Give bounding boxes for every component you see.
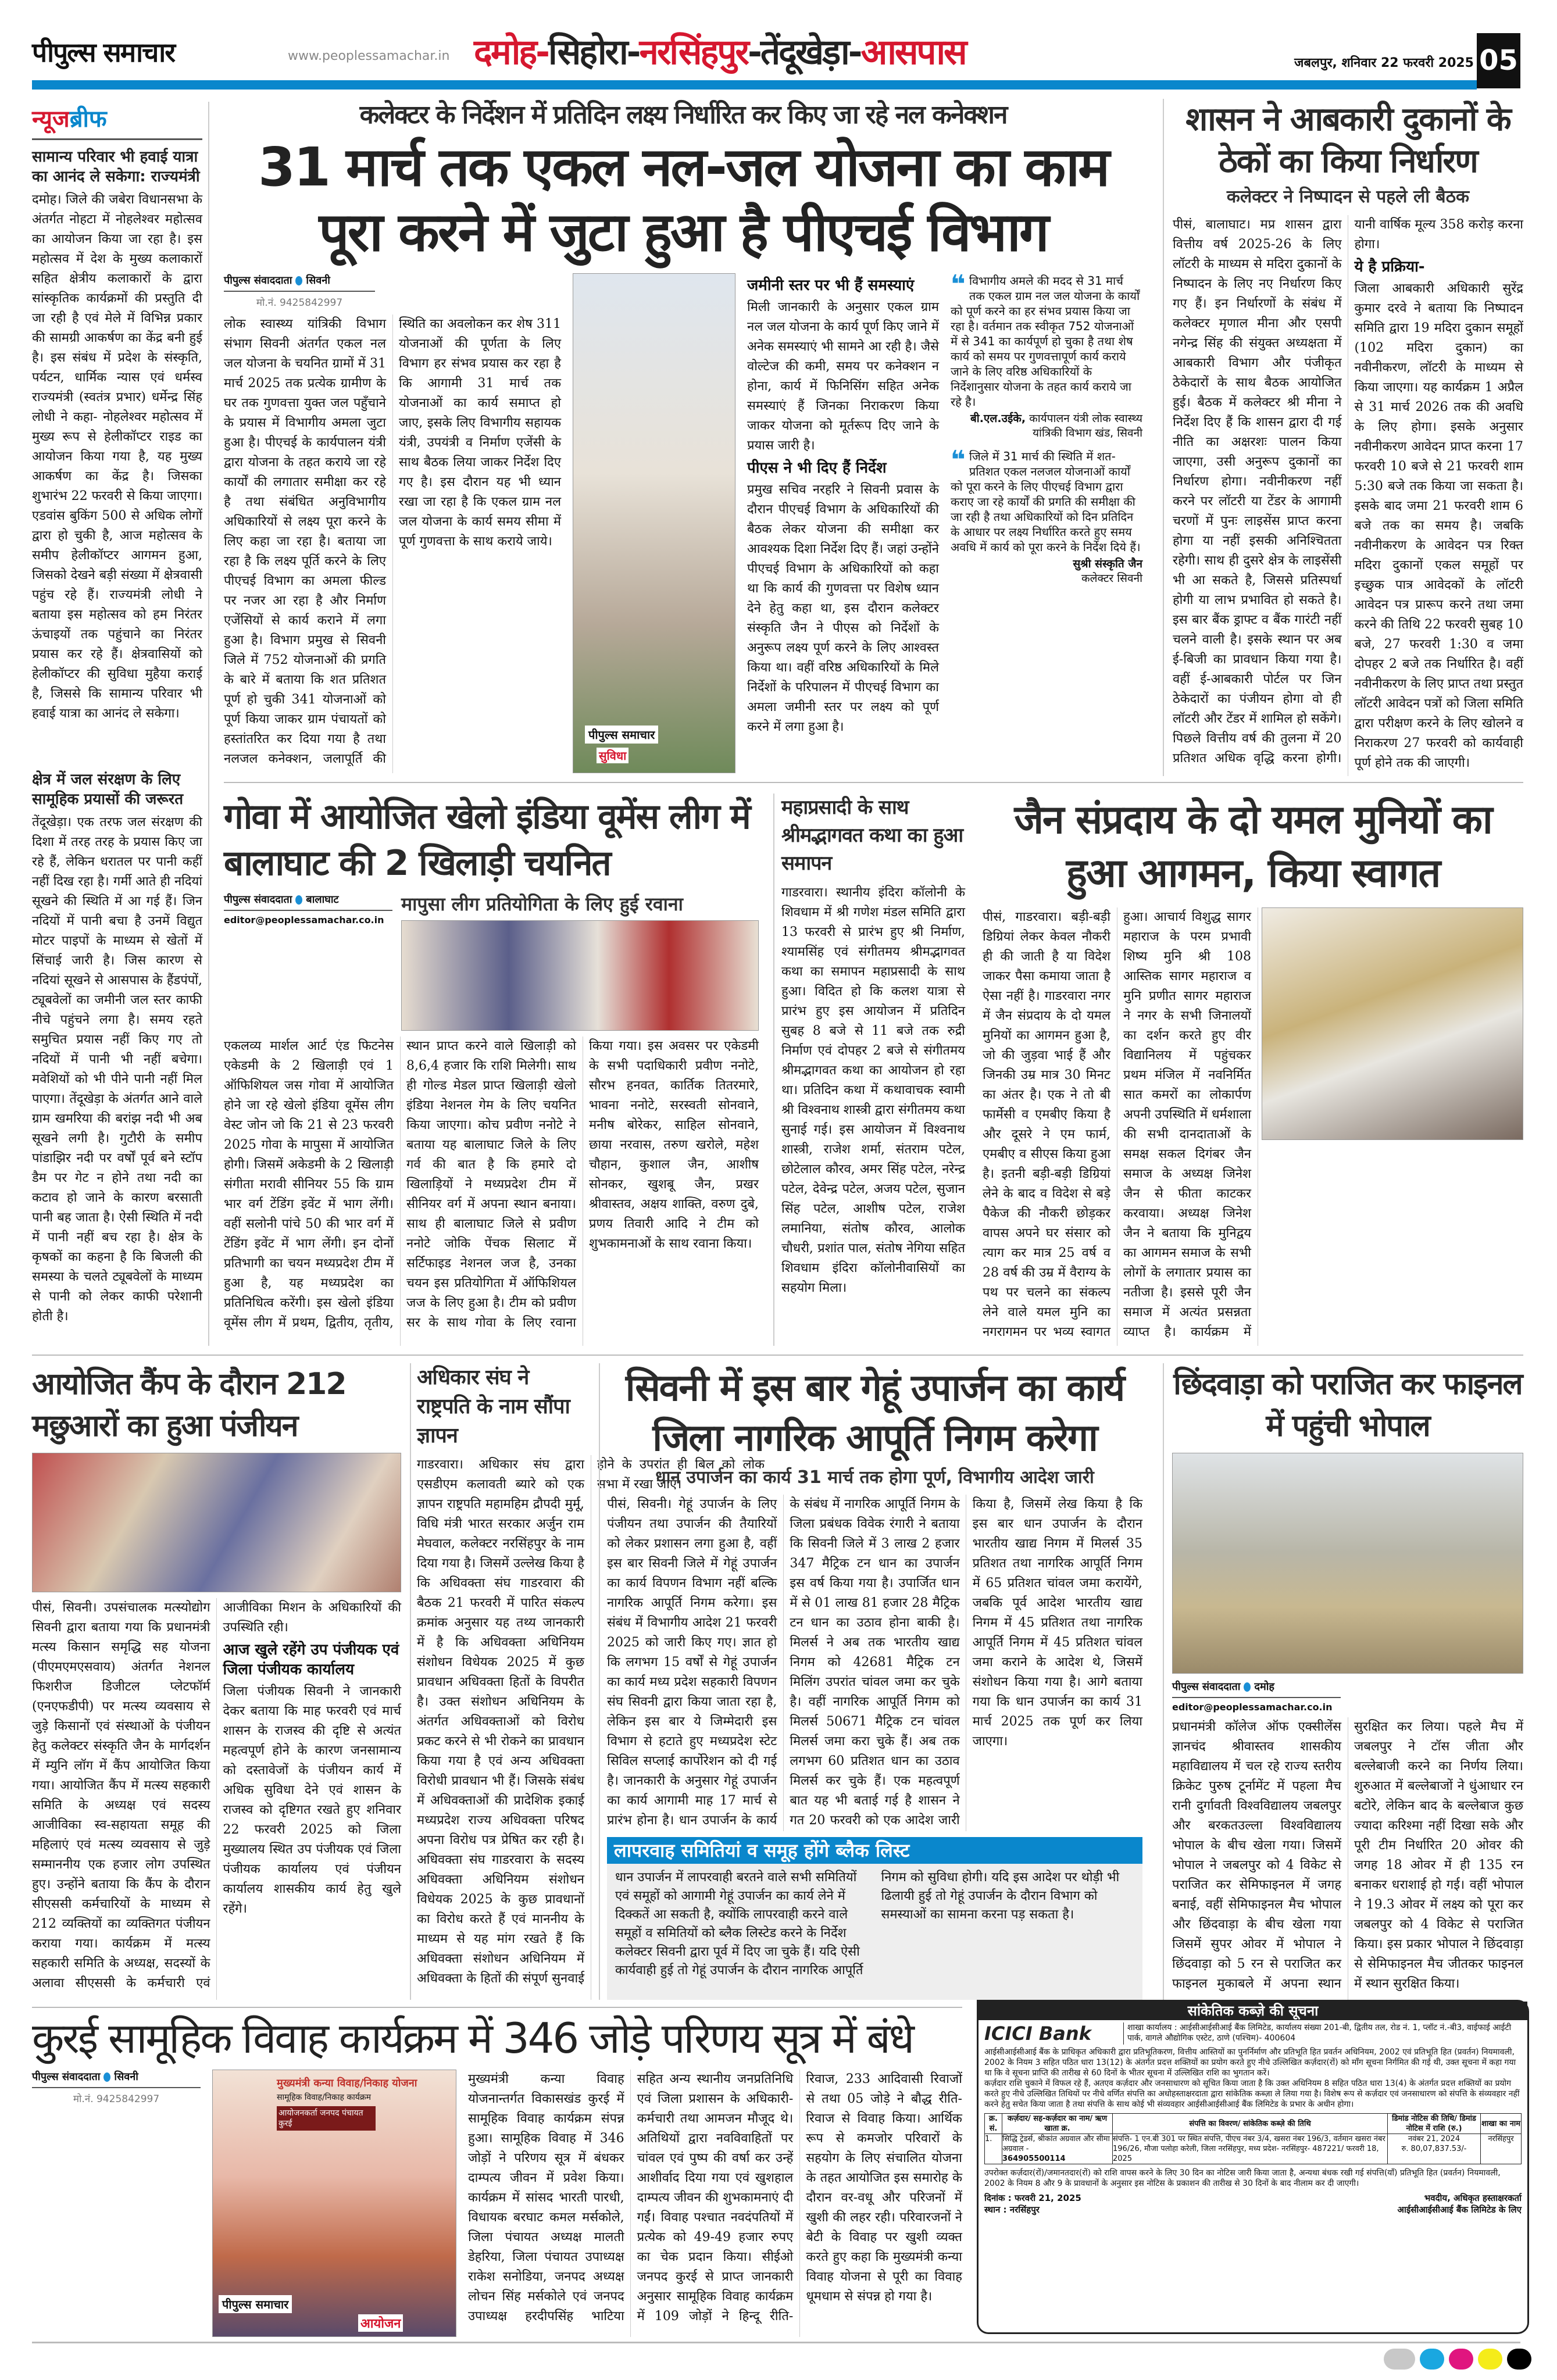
section-part: आसपास [860,32,966,73]
mobile-number: मो.नं. 9425842997 [256,297,343,309]
cricket-byline [1172,1679,1341,1713]
quote-icon: ❝ [951,270,966,299]
registration-color-dot [1507,2349,1531,2370]
jain-munis-photo [1262,907,1523,1140]
excise-text-2: जिला आबकारी अधिकारी सुरेंद्र कुमार दरवे ने बताया कि निष्पादन समिति द्वारा 19 मदिरा दुकान समूहों (102 मदिरा दुकान) का नवीनीकरण, लॉटरी के माध्यम से किया जाएगा। यह कार्यक्रम 1 अप्रैल से 31 मार्च 2026 तक की अवधि के लिए होगा। इसके अनुसार नवीनीकरण आवेदन प्राप्त करना 17 फरवरी 10 बजे से 21 फरवरी शाम 5:30 बजे तक किया जा सकता है। इसके बाद जमा 21 फरवरी शाम 6 बजे तक का समय है। जबकि नवीनीकरण के आवेदन पत्र रिक्त मदिरा दुकानों एकल समूहों पर इच्छुक पात्र आवेदकों के लॉटरी आवेदन पत्र प्रारूप करने तथा जमा करने की तिथि 22 फरवरी सुबह 10 बजे, 27 फरवरी 1:30 व जमा दोपहर 2 बजे तक निर्धारित है। वहीं नवीनीकरण के लिए प्राप्त तथा प्रस्तुत लॉटरी आवेदन पत्रों को जिला समिति द्वारा परीक्षण करने के लिए खोलने व निराकरण 27 फरवरी को कार्यवाही पूर्ण होने तक की जाएगी। [1354,281,1523,770]
cricket-match-photo [1172,1453,1523,1674]
byline-place: सिवनी [306,274,330,287]
registration-color-dot [1384,2349,1415,2370]
icici-bank-logo: ICICI Bank [984,2022,1124,2045]
quote-attribution [951,557,1142,586]
brief-text: दमोह। जिले की जबेरा विधानसभा के अंतर्गत नोहटा में नोहलेश्वर महोत्सव का आयोजन किया जा रहा है। इस महोत्सव में देश के मुख्य कलाकारों सहित क्षेत्रीय कलाकारों के द्वारा सांस्कृतिक कार्यक्रमों की प्रस्तुति दी जा रही है एवं मेले में विभिन्न प्रकार की सामग्री आकर्षण का केंद्र बनी हुई है। इस संबंध में प्रदेश के संस्कृति, पर्यटन, धार्मिक न्यास एवं धर्मस्व राज्यमंत्री (स्वतंत्र प्रभार) धर्मेन्द्र सिंह लोधी ने कहा- नोहलेश्वर महोत्सव में मुख्य रूप से हेलीकॉप्टर राइड का आयोजन किया गया है, यह मुख्य आकर्षण का केंद्र है। जिसका शुभारंभ 22 फरवरी से किया जाएगा। एडवांस बुकिंग 500 से अधिक लोगों द्वारा हो चुकी है, आज महोत्सव के समीप हेलीकॉप्टर आगमन हुआ, जिसको देखने बड़ी संख्या में क्षेत्रवासी पहुंच रहे हैं। राज्यमंत्री लोधी ने बताया इस महोत्सव को हम निरंतर ऊंचाइयों तक पहुंचाने का निरंतर प्रयास कर रहे हैं। क्षेत्रवासियों को हेलीकॉप्टर की सुविधा मुहैया कराई है, जिससे कि सामान्य परिवार भी हवाई यात्रा का आनंद ले सकेगा। [32,192,202,721]
photo-credit: पीपुल्स समाचार [585,726,658,744]
divider [32,1355,1523,1356]
wedding-headline: कुरई सामूहिक विवाह कार्यक्रम में 346 जोड़े परिणय सूत्र में बंधे [32,2014,913,2063]
byline-name: पीपुल्स संवाददाता [1172,1681,1241,1693]
byline [32,2070,201,2088]
goa-headline: गोवा में आयोजित खेलो इंडिया वूमेंस लीग में बालाघाट की 2 खिलाड़ी चयनित [224,796,750,884]
adhikar-text: गाडरवारा। अधिकार संघ द्वारा एसडीएम कलावती ब्यारे को एक ज्ञापन राष्ट्रपति महामहिम द्रौपदी मुर्मू, विधि मंत्री भारत सरकार अर्जुन राम मेघवाल, कलेक्टर नरसिंहपुर के नाम दिया गया है। जिसमें उल्लेख किया है कि अधिवक्ता संघ गाडरवारा की बैठक 21 फरवरी में पारित संकल्प क्रमांक अनुसार यह तथ्य जानकारी में है कि अधिवक्ता अधिनियम संशोधन विधेयक 2025 में कुछ प्रावधान अधिवक्ता हितों के विपरीत है। उक्त संशोधन अधिनियम के अंतर्गत अधिवक्ताओं को विरोध प्रकट करने से भी रोकने का प्रावधान किया गया है एवं अन्य अधिवक्ता विरोधी प्रावधान भी हैं। जिसके संबंध में अधिवक्ताओं की प्रादेशिक इकाई मध्यप्रदेश राज्य अधिवक्ता परिषद अपना विरोध पत्र प्रेषित कर रही है। अधिवक्ता संघ गाडरवारा के सदस्य अधिवक्ता अधिनियम संशोधन विधेयक 2025 के कुछ प्रावधानों का विरोध करते हैं एवं माननीय के माध्यम से यह मांग रखते हैं कि अधिवक्ता संशोधन अधिनियम में अधिवक्ता के हितों की संपूर्ण सुनवाई होने के उपरांत ही बिल को लोक सभा में रखा जाए। [417,1457,765,1986]
quote-text: जिले में 31 मार्च की स्थिति में शत-प्रतिशत एकल नलजल योजनाओं कार्यों को पूरा करने के लिए पीएचई विभाग द्वारा कराए जा रहे कार्यों की प्रगति की समीक्षा की जा रही है तथा अधिकारियों को दिन प्रतिदिन के आधार पर लक्ष्य निर्धारित करते हुए समय अवधि में कार्य को पूरा करने के निर्देश दिये हैं। [951,449,1141,554]
dot-icon [1244,1682,1251,1692]
goa-text: एकलव्य मार्शल आर्ट एंड फिटनेस एकेडमी के 2 खिलाड़ी एवं 1 ऑफिशियल जस गोवा में आयोजित होने जा रहे खेलो इंडिया वूमेंस लीग वेस्ट जोन जो कि 21 से 23 फरवरी 2025 गोवा के मापुसा में आयोजित होगी। जिसमें अकेडमी के 2 खिलाड़ी संगीता मरावी सीनियर 55 कि ग्राम भार वर्ग टेंडिंग इवेंट में भाग लेंगी। वहीं सलोनी पांचे 50 की भार वर्ग में टेंडिंग इवेंट में भाग लेंगी। इन दोनों प्रतिभागी का चयन मध्यप्रदेश टीम में हुआ है, यह मध्यप्रदेश का प्रतिनिधित्व करेंगी। इस खेलो इंडिया वूमेंस लीग में प्रथम, द्वितीय, तृतीय, स्थान प्राप्त करने वाले खिलाड़ी को 8,6,4 हजार कि राशि मिलेगी। साथ ही गोल्ड मेडल प्राप्त खिलाड़ी खेलो इंडिया नेशनल गेम के लिए चयनित किया जाएगा। कोच प्रवीण ननोटे ने बताया यह बालाघाट जिले के लिए गर्व की बात है कि हमारे दो खिलाड़ियों ने मध्यप्रदेश टीम में सीनियर वर्ग में अपना स्थान बनाया। साथ ही बालाघाट जिले से प्रवीण ननोटे जोकि पेंचक सिलाट में सर्टिफाइड नेशनल जज है, उनका चयन इस प्रतियोगिता में ऑफिशियल जज के लिए हुआ है। टीम को प्रवीण सर के साथ गोवा के लिए रवाना किया गया। इस अवसर पर एकेडमी के सभी पदाधिकारी प्रवीण ननोटे, सौरभ हनवत, कार्तिक तितरमारे, भावना ननोटे, सरस्वती सोनवाने, मनीष बोरेकर, साहिल सोनवाने, छाया नरवास, तरुण खरोले, महेश चौहान, कुशाल जैन, आशीष सोनकर, खुशबू जैन, प्रखर श्रीवास्तव, अक्षय शाक्ति, वरुण दुबे, प्रणय तिवारी आदि ने टीम को शुभकामनाओं के साथ रवाना किया। [224,1039,759,1330]
wheat-headline: सिवनी में इस बार गेहूं उपार्जन का कार्य जिला नागरिक आपूर्ति निगम करेगा [625,1367,1124,1460]
lead-headline: 31 मार्च तक एकल नल-जल योजना का काम पूरा करने में जुटा हुआ है पीएचई विभाग [258,136,1109,263]
fisher-text-1: पीसं, सिवनी। उपसंचालक मत्स्योद्योग सिवनी द्वारा बताया गया कि प्रधानमंत्री मत्स्य किसान समृद्धि सह योजना (पीएमएमएसवाय) अंतर्गत नेशनल फिशरीज डिजीटल प्लेटफॉर्म (एनएफडीपी) पर मत्स्य व्यवसाय से जुड़े किसानों एवं संस्थाओं के पंजीयन हेतु कलेक्टर संस्कृति जैन के मार्गदर्शन में म्युनि लॉग में कैंप आयोजित किया गया। आयोजित कैंप में मत्स्य सहकारी समिति के अध्यक्ष एवं सदस्य आजीविका स्व-सहायता समूह की महिलाएं एवं मत्स्य व्यवसाय से जुड़े सम्माननीय एक हजार लोग उपस्थित हुए। उन्होंने बताया कि कैंप के दौरान सीएससी कर्मचारियों के माध्यम से 212 व्यक्तियों का व्यक्तिगत पंजीयन कराया गया। कार्यक्रम में मत्स्य सहकारी समिति के अध्यक्ष, सदस्यों के अलावा सीएससी के कर्मचारी एवं आजीविका मिशन के अधिकारियों की उपस्थिति रही। [32,1600,401,1991]
dateline: जबलपुर, शनिवार 22 फरवरी 2025 [1294,56,1474,70]
section-part: दमोह- [474,32,549,73]
print-color-marks [1384,2349,1531,2370]
dot-icon [295,276,302,285]
byline [224,892,392,911]
column-header: कर्ज़दार/ सह-कर्ज़दार का नाम/ ऋण खाता क्र. [1002,2114,1113,2134]
wheat-story [599,1363,1142,2000]
bhagwat-headline: महाप्रसादी के साथ श्रीमद्भागवत कथा का हुआ समापन [781,796,963,875]
photo-org-text: आयोजनकर्ता जनपद पंचायत कुरई [277,2106,376,2131]
mobile-number: मो.नं. 9425842997 [73,2093,160,2105]
quote-role: कलेक्टर सिवनी [1081,572,1142,585]
brief-text: तेंदूखेड़ा। एक तरफ जल संरक्षण की दिशा में तरह तरह के प्रयास किए जा रहे हैं, लेकिन धरातल पर पानी कहीं नहीं दिख रहा है। गर्मी आते ही नदियां सूखने की स्थिति में आ गई हैं। जिन नदियों में पानी बचा है उनमें विद्युत मोटर पाइपों के माध्यम से खेतों में सिंचाई जारी है। जिस कारण से नदियां सूखने से आसपास के हैंडपंपों, ट्यूबवेलों का जमीनी जल स्तर काफी नीचे पहुंचने लगा है। समय रहते समुचित प्रयास नहीं किए गए तो नदियों में पानी भी नहीं बचेगा। मवेशियों को भी पीने पानी नहीं मिल पाएगा। तेंदूखेड़ा के अंतर्गत आने वाले ग्राम खमरिया की बरांझ नदी भी अब सूखने लगी है। गुटौरी के समीप पांडाझिर नदी पर वर्षों पूर्व बने स्टॉप डैम पर गेट न होने तथा नदी का कटाव हो जाने के कारण बरसाती पानी बह जाता है। ऐसी स्थिति में नदी में पानी नहीं बच रहा है। क्षेत्र के कृषकों का कहना है कि बिजली की समस्या के चलते ट्यूबवेलों के माध्यम से पानी को लेकर काफी परेशानी होती है। [32,815,202,1324]
brief-item [32,138,202,766]
excise-text-1: पीसं, बालाघाट। मप्र शासन द्वारा वित्तीय वर्ष 2025-26 के लिए लॉटरी के माध्यम से मदिरा दुकानों के निष्पादन के लिए नए निर्धारण किए गए हैं। इन निर्धारणों के संबंध में कलेक्टर मृणाल मीना और एसपी नगेन्द्र सिंह की संयुक्त अध्यक्षता में आबकारी विभाग और पंजीकृत ठेकेदारों के साथ बैठक आयोजित हुई। बैठक में कलेक्टर श्री मीना ने निर्देश दिए हैं कि शासन द्वारा दी गई नीति का अक्षरशः पालन किया जाएगा, उसी अनुरूप दुकानों का निर्धारण होगा। नवीनीकरण नहीं करने पर लॉटरी या टेंडर के आगामी चरणों में पुनः लाइसेंस प्राप्त करना होगा या नहीं इसकी अनिश्चितता रहेगी। साथ ही दुसरे क्षेत्र के लाइसेंसी भी आ सकते है, जिससे प्रतिस्पर्धा होगी या लाभ प्रभावित हो सकते है। इस बार बैंक ड्राफ्ट व बैंक गारंटी नहीं चलने वाली है। इसके स्थान पर अब ई-बिजी का प्रावधान किया गया है। वहीं ई-आबकारी पोर्टल पर जिन ठेकेदारों का पंजीयन होगा वो ही लॉटरी और टेंडर में शामिल हो सकेंगे। पिछले वित्तीय वर्ष की तुलना में 20 प्रतिशत अधिक वृद्धि करना होगी। यानी वार्षिक मूल्य 358 करोड़ करना होगा। [1173,217,1523,766]
jain-headline: जैन संप्रदाय के दो यमल मुनियों का हुआ आगमन, किया स्वागत [1014,797,1492,896]
icici-notice [977,2000,1529,2334]
photo-sub-text: सामूहिक विवाह/निकाह कार्यक्रम [277,2093,371,2102]
notice-para: कर्ज़दार राशि चुकाने में विफल रहे हैं, अतएव कर्ज़दार और जनसाधारण को सूचित किया जाता है कि उक्त अधिनियम 8 सहित पठित धारा 13(4) के अंतर्गत प्रदत्त शक्तियों का प्रयोग करते हुए नीचे उल्लिखित तिथियों पर नीचे वर्णित संपत्ति का अधोहस्ताक्षरदाता द्वारा सांकेतिक कब्ज़ा ले लिया गया है। विशेष रूप से कर्ज़दार एवं जनसाधारण को संपत्ति के संव्यवहार नहीं करने हेतु सचेत किया जाता है तथा संपत्ति के साथ कोई भी संव्यवहार आईसीआईसीआई बैंक लिमिटेड के प्रभार के अधीन होगा। [984,2079,1520,2109]
lead-story [224,99,1142,773]
fisher-text-2: जिला पंजीयक सिवनी ने जानकारी देकर बताया कि माह फरवरी एवं मार्च शासन के राजस्व की दृष्टि से अत्यंत महत्वपूर्ण होने के कारण जनसामान्य को दस्तावेजों के पंजीयन कार्य में अधिक सुविधा देने एवं शासन के राजस्व को दृष्टिगत रखते हुए शनिवार 22 फरवरी 2025 को जिला मुख्यालय स्थित उप पंजीयक एवं जिला पंजीयक कार्यालय एवं पंजीयन कार्यालय शासकीय कार्य हेतु खुले रहेंगे। [223,1684,401,1916]
divider [32,2007,962,2008]
label-brief: ब्रीफ [69,106,107,133]
quote-text: विभागीय अमले की मदद से 31 मार्च तक एकल ग्राम नल जल योजना के कार्यों को पूर्ण करने का हर संभव प्रयास किया जा रहा है। वर्तमान तक स्वीकृत 752 योजनाओं में से 341 का कार्यपूर्ण हो चुका है तथा शेष कार्य को समय पर गुणवत्तापूर्ण कार्य कराये जाने के लिए वरिष्ठ अधिकारियों के निर्देशानुसार योजना के तहत कार्य कराये जा रहे है। [951,274,1140,409]
cell-property: संपत्ति- 1 एन.बी 301 पर स्थित संपत्ति, पीएच नंबर 3/4, खसरा नंबर 196/3, वर्तमान खसरा नंबर 196/26, मौजा पलोहा करेली, जिला नरसिंहपुर, मध्य प्रदेश- नरसिंहपुर- 487221/ फरवरी 18, 2025 [1113,2134,1388,2164]
goa-story [224,794,759,1346]
section-title [474,27,966,74]
players-photo [401,920,759,1031]
excise-subhead-2: ये है प्रक्रिया- [1354,258,1425,276]
wedding-body-row [32,2070,962,2337]
fisher-story [32,1363,401,2000]
notice-header [979,2020,1527,2047]
bhagwat-text: गाडरवारा। स्थानीय इंदिरा कॉलोनी के शिवधाम में श्री गणेश मंडल समिति द्वारा 13 फरवरी से प्रारंभ हुए श्री निर्माण, श्यामसिंह एवं संगीतमय श्रीमद्भागवत कथा का समापन महाप्रसादी के साथ हुआ। विदित हो कि कलश यात्रा से प्रारंभ हुए इस आयोजन में प्रतिदिन सुबह 8 बजे से 11 बजे तक रुद्री निर्माण एवं दोपहर 2 बजे से संगीतमय श्रीमद्भागवत कथा का आयोजन हो रहा था। प्रतिदिन कथा में कथावाचक स्वामी श्री विश्वनाथ शास्त्री द्वारा संगीतमय कथा सुनाई गई। इस आयोजन में विश्वनाथ शास्त्री, राजेश शर्मा, संतराम पटेल, छोटेलाल कौरव, अमर सिंह पटेल, नरेन्द्र पटेल, देवेन्द्र पटेल, अजय पटेल, सुजान सिंह पटेल, आशीष पटेल, राजेश लमानिया, संतोष कौरव, आलोक चौधरी, प्रशांत पाल, संतोष नेगिया सहित शिवधाम इंदिरा कॉलोनीवासियों का सहयोग मिला। [781,885,965,1295]
signatory-org: आईसीआईसीआई बैंक लिमिटेड के लिए [1397,2204,1522,2215]
quote-attribution [951,412,1142,441]
quote-column [951,270,1142,773]
lead-kicker: कलेक्टर के निर्देशन में प्रतिदिन लक्ष्य निर्धारित कर किए जा रहे नल कनेक्शन [359,100,1007,130]
page-number: 05 [1477,33,1520,88]
news-brief-label [32,102,202,134]
water-tank-photo [573,273,735,773]
registration-color-dot [1478,2349,1502,2370]
lead-subhead: जमीनी स्तर पर भी हैं समस्याएं [747,277,915,294]
byline-place: सिवनी [114,2071,138,2083]
cell-borrower [1002,2134,1113,2164]
bottom-rule [32,2342,1520,2343]
byline-name: पीपुल्स संवाददाता [224,274,292,287]
lead-text-3: प्रमुख सचिव नरहरि ने सिवनी प्रवास के दौरान पीएचई विभाग के अधिकारियों की बैठक लेकर योजना की समीक्षा कर आवश्यक दिशा निर्देश दिए हैं। जहां उन्होंने पीएचई विभाग के अधिकारियों को कहा था कि कार्य की गुणवत्ता पर विशेष ध्यान देने हेतु कहा था, इस दौरान कलेक्टर संस्कृति जैन ने पीएस को निर्देशों के अनुरूप लक्ष्य पूर्ण करने के लिए आश्वस्त किया था। वहीं वरिष्ठ अधिकारियों के मिले निर्देशों के परिपालन में पीएचई विभाग का अमला जमीनी स्तर पर लक्ष्य को पूर्ण करने में लगा हुआ है। [747,483,939,734]
dot-icon [295,895,302,905]
registration-color-dot [1449,2349,1473,2370]
notice-date-line: दिनांक : फरवरी 21, 2025 [984,2193,1081,2203]
mass-wedding-photo [212,2070,456,2337]
registration-color-dot [1420,2349,1444,2370]
brief-headline: सामान्य परिवार भी हवाई यात्रा का आनंद ले सकेगा: राज्यमंत्री [32,148,200,185]
goa-subhead: मापुसा लीग प्रतियोगिता के लिए हुई रवाना [401,893,683,915]
bhagwat-story [773,794,965,1346]
section-part: -तेंदूखेड़ा- [747,32,861,73]
masthead [32,23,1474,78]
fishermen-camp-photo [32,1453,401,1592]
notice-table [984,2113,1522,2164]
cell-branch: नरसिंहपुर [1481,2134,1522,2164]
lead-text: लोक स्वास्थ्य यांत्रिकी विभाग संभाग सिवनी अंतर्गत एकल नल जल योजना के चयनित ग्रामों में 31 मार्च 2025 तक प्रत्येक ग्रामीण के घर तक गुणवत्ता युक्त जल पहुँचाने के प्रयास में विभागीय अमला जुटा हुआ है। पीएचई के कार्यपालन यंत्री द्वारा योजना के तहत कराये जा रहे कार्यों की लगातार समीक्षा कर रहे है तथा संबंधित अनुविभागीय अधिकारियों से लक्ष्य पूरा करने के लिए कहा जा रहा है। बताया जा रहा है कि लक्ष्य पूर्ति करने के लिए पीएचई विभाग का अमला फील्ड पर नजर आ रहा है और निर्माण एजेंसियों से कार्य कराने में लगा हुआ है। विभाग प्रमुख से सिवनी जिले में 752 योजनाओं की प्रगति के बारे में बताया कि शत प्रतिशत पूर्ण हो चुकी 341 योजनाओं को पूर्ण किया जाकर ग्राम पंचायतों को हस्तांतरित कर दिया गया है तथा नलजल कनेक्शन, जलापूर्ति की स्थिति का अवलोकन कर शेष 311 योजनाओं की पूर्णता के लिए विभाग हर संभव प्रयास कर रहा है कि आगामी 31 मार्च तक योजनाओं का कार्य समाप्त हो जाए, इसके लिए विभागीय सहायक यंत्री, उपयंत्री व निर्माण एजेंसी के साथ बैठक लिया जाकर निर्देश दिए गए है। इस दौरान यह भी ध्यान रखा जा रहा है कि एकल ग्राम नल जल योजना के कार्य समय सीमा में पूर्ण गुणवत्ता के साथ कराये जाये। [224,317,561,766]
quote-name: बी.एल.उईके, [970,412,1026,425]
cricket-story [1163,1363,1523,2000]
jain-story [983,794,1523,1346]
excise-subhead: कलेक्टर ने निष्पादन से पहले ली बैठक [1226,187,1470,207]
branch-address: शाखा कार्यालय : आईसीआईसीआई बैंक लिमिटेड, कार्यालय संख्या 201-बी, द्वितीय तल, रोड नं. 1, प्लॉट नं.-बी3, वाईफाई आईटी पार्क, वागले औद्योगिक एस्टेट, ठाणे (पश्चिम)- 400604 [1127,2023,1512,2043]
byline-name: पीपुल्स संवाददाता [32,2071,101,2083]
account-number: 364905500114 [1002,2154,1066,2163]
blacklist-box [607,1837,1142,2000]
photo-tag: आयोजन [358,2314,403,2332]
section-part: सिहोरा- [548,32,640,73]
notice-amount: रु. 80,07,837.53/- [1401,2145,1467,2153]
quote-box [951,445,1142,555]
news-brief-column [32,102,209,1346]
lead-byline-block [224,273,561,773]
cricket-headline: छिंदवाड़ा को पराजित कर फाइनल में पहुंची भोपाल [1173,1367,1522,1443]
blacklist-box-title: लापरवाह समितियां व समूह होंगे ब्लैक लिस्ट [607,1837,1142,1864]
wedding-story [32,2013,962,2337]
byline-place: बालाघाट [306,894,339,906]
column-header: क्र. सं. [985,2114,1002,2134]
lead-body-row [224,270,1142,773]
signatory: भवदीय, अधिकृत हस्ताक्षरकर्ता [1424,2193,1522,2203]
excise-headline: शासन ने आबकारी दुकानों के ठेकों का किया निर्धारण [1185,101,1510,180]
jain-body-row [983,907,1523,1346]
quote-name: सुश्री संस्कृति जैन [1073,558,1142,570]
cricket-text: प्रधानमंत्री कॉलेज ऑफ एक्सीलेंस ज्ञानचंद श्रीवास्तव शासकीय महाविद्यालय में चल रहे राज्य स्तरीय क्रिकेट पुरुष टूर्नामेंट में पहला मैच रानी दुर्गावती विश्वविद्यालय जबलपुर और बरकतउल्ला विश्वविद्यालय भोपाल के बीच खेला गया। जिसमें भोपाल ने जबलपुर को 4 विकेट से पराजित कर सेमिफाइनल में जगह बनाई, वहीं सेमिफाइनल मैच भोपाल और छिंदवाड़ा के बीच खेला गया जिसमें सुपर ओवर में भोपाल ने छिंदवाड़ा को 5 रन से पराजित कर फाइनल मुकाबले में अपना स्थान सुरक्षित कर लिया। पहले मैच में जबलपुर ने टॉस जीता और बल्लेबाजी करने का निर्णय लिया। शुरुआत में बल्लेबाजों ने धुंआधार रन बटोरे, लेकिन बाद के बल्लेबाज कुछ ज्यादा करिश्मा नहीं दिखा सके और पूरी टीम निर्धारित 20 ओवर की जगह 18 ओवर में ही 135 रन बनाकर धराशाई हो गई। वहीं भोपाल ने 19.3 ओवर में लक्ष्य को पूरा कर जबलपुर को 4 विकेट से पराजित किया। इस प्रकार भोपाल ने छिंदवाड़ा से सेमिफाइनल मैच जीतकर फाइनल में स्थान सुरक्षित किया। [1172,1720,1523,1991]
column-header: संपत्ति का विवरण/ सांकेतिक कब्ज़े की तिथि [1113,2114,1388,2134]
blacklist-box-text: धान उपार्जन में लापरवाही बरतने वाले सभी समितियों एवं समूहों को आगामी गेहूं उपार्जन का कार्य लेने में दिक्कतें आ सकती है, क्योंकि लापरवाही करने वाले समूहों व समितियों को ब्लैक लिस्टेड करने के निर्देश कलेक्टर सिवनी द्वारा पूर्व में दिए जा चुके हैं। यदि ऐसी कार्यवाही हुई तो गेहूं उपार्जन के दौरान नागरिक आपूर्ति निगम को सुविधा होगी। यदि इस आदेश पर थोड़ी भी ढिलायी हुई तो गेहूं उपार्जन के दौरान विभाग को समस्याओं का सामना करना पड़ सकता है। [615,1870,1120,1978]
goa-top-row [224,892,759,1031]
byline [1172,1679,1341,1698]
lead-subhead-2: पीएस ने भी दिए हैं निर्देश [747,459,887,477]
photo-tag: सुविधा [597,748,628,763]
cell-notice [1388,2134,1481,2164]
borrower-name: सिद्धि ट्रेडर्स, श्रीकांत अग्रवाल और सीमा अग्रवाल - [1002,2135,1110,2153]
wedding-byline [32,2070,201,2337]
excise-story [1163,99,1523,776]
goa-photo-block [401,892,759,1031]
lead-text-col3 [747,273,939,773]
notice-para: उपरोक्त कर्ज़दार(रों)/जमानतदार(रों) को राशि वापस करने के लिए 30 दिन का नोटिस जारी किया जाता है, अन्यथा बंधक रखी गई संपत्ति(याँ) प्रतिभूति हित (प्रवर्तन) नियमावली, 2002 के नियम 8 और 9 के प्रावधानों के अनुसार इस नोटिस के प्रकाशन की तारीख से 30 दिनों के बाद नीलाम कर दी जाएगी। [984,2168,1501,2188]
fisher-text [32,1598,401,2000]
quote-role: कार्यपालन यंत्री लोक स्वास्थ्य यांत्रिकी विभाग खंड, सिवनी [1029,412,1142,439]
lead-col-3 [747,273,939,773]
header-rule [32,80,1477,90]
brief-headline: क्षेत्र में जल संरक्षण के लिए सामूहिक प्रयासों की जरूरत [32,771,184,808]
label-news: न्यूज [32,106,70,133]
adhikar-headline: अधिकार संघ ने राष्ट्रपति के नाम सौंपा ज्ञापन [417,1366,570,1448]
photo-credit: पीपुल्स समाचार [219,2295,292,2313]
section-part: नरसिंहपुर [639,32,748,73]
column-header: शाखा का नाम [1481,2114,1522,2134]
email-link[interactable]: editor@peoplessamachar.co.in [224,914,384,925]
table-row [985,2134,1522,2164]
photo-banner-text: मुख्यमंत्री कन्या विवाह/निकाह योजना [277,2077,417,2089]
email-link[interactable]: editor@peoplessamachar.co.in [1172,1702,1333,1713]
wheat-text: पीसं, सिवनी। गेहूं उपार्जन के लिए पंजीयन तथा उपार्जन की तैयारियों को लेकर प्रशासन लगा हुआ है, वहीं इस बार सिवनी जिले में गेहूं उपार्जन का कार्य विपणन विभाग नहीं बल्कि नागरिक आपूर्ति निगम करेगा। इस संबंध में विभागीय आदेश 21 फरवरी 2025 को जारी किए गए। ज्ञात हो कि लगभग 15 वर्षों से गेहूं उपार्जन का कार्य मध्य प्रदेश सहकारी विपणन संघ सिवनी द्वारा किया जाता रहा है, लेकिन इस बार ये जिम्मेदारी इस विभाग से हटाते हुए मध्यप्रदेश स्टेट सिविल सप्लाई कार्पोरेशन को दी गई है। जानकारी के अनुसार गेहूं उपार्जन का कार्य आगामी माह 17 मार्च से प्रारंभ होना है। धान उपार्जन के कार्य के संबंध में नागरिक आपूर्ति निगम के जिला प्रबंधक विवेक रंगारी ने बताया कि सिवनी जिले में 3 लाख 2 हजार 347 मैट्रिक टन धान का उपार्जन इस वर्ष किया गया है। उपार्जित धान में से 01 लाख 81 हजार 28 मैट्रिक टन धान का उठाव होना बाकी है। मिलर्स ने अब तक भारतीय खाद्य निगम को 42681 मैट्रिक टन मिलिंग उपरांत चांवल जमा कर चुके है। वहीं नागरिक आपूर्ति निगम को मिलर्स 50671 मैट्रिक टन चांवल मिलर्स जमा करा चुके हैं। अब तक लगभग 60 प्रतिशत धान का उठाव मिलर्स कर चुके हैं। एक महत्वपूर्ण बात यह भी बताई गई है शासन ने गत 20 फरवरी को एक आदेश जारी किया है, जिसमें लेख किया है कि इस बार धान उपार्जन के दौरान भारतीय खाद्य निगम में मिलर्स 35 प्रतिशत तथा नागरिक आपूर्ति निगम में 65 प्रतिशत चांवल जमा करायेंगे, जबकि पूर्व आदेश भारतीय खाद्य निगम में 45 प्रतिशत तथा नागरिक आपूर्ति निगम में 45 प्रतिशत चांवल जमा कराने के आदेश थे, जिसमें संशोधन किया गया है। आगे बताया गया कि धान उपार्जन का कार्य 31 मार्च 2025 तक पूर्ण कर लिया जाएगा। [607,1497,1142,1828]
dot-icon [103,2072,110,2082]
fisher-subhead: आज खुले रहेंगे उप पंजीयक एवं जिला पंजीयक कार्यालय [223,1641,399,1678]
column-header: डिमांड नोटिस की तिथि/ डिमांड नोटिस में राशि (रु.) [1388,2114,1481,2134]
brief-item [32,766,202,1346]
fisher-headline: आयोजित कैंप के दौरान 212 मछुआरों का हुआ पंजीयन [32,1367,346,1443]
byline-name: पीपुल्स संवाददाता [224,894,292,906]
newspaper-logo: पीपुल्स समाचार [32,37,175,68]
goa-byline [224,892,392,1031]
wheat-subhead: धान उपार्जन का कार्य 31 मार्च तक होगा पूर्ण, विभागीय आदेश जारी [655,1467,1094,1488]
website-url[interactable]: www.peoplessamachar.in [288,49,450,63]
notice-date: नवंबर 21, 2024 [1408,2135,1460,2143]
table-header-row [985,2114,1522,2134]
notice-footer [979,2189,1527,2219]
jain-text: पीसं, गाडरवारा। बड़ी-बड़ी डिग्रियां लेकर केवल नौकरी ही की जाती है या विदेश जाकर पैसा कमाया जाता है ऐसा नहीं है। गाडरवारा नगर में जैन संप्रदाय के दो यमल मुनियों का आगमन हुआ है, जो की जुड़वा भाई हैं और जिनकी उम्र मात्र 30 मिनट का अंतर है। एक ने तो बी फार्मेसी व एमबीए किया है और दूसरे ने एम फार्म, एमबीए व सीएस किया हुआ है। इतनी बड़ी-बड़ी डिग्रियां लेने के बाद व विदेश से बड़े पैकेज की नौकरी छोड़कर वापस अपने घर संसार को त्याग कर मात्र 25 वर्ष व 28 वर्ष की उम्र में वैराग्य के पथ पर चलने का संकल्प लेने वाले यमल मुनि का नगरागमन पर भव्य स्वागत हुआ। आचार्य विशुद्ध सागर महाराज के परम प्रभावी शिष्य मुनि श्री 108 आस्तिक सागर महाराज व मुनि प्रणीत सागर महाराज ने नगर के सभी जिनालयों का दर्शन करते हुए वीर विद्यानिलय में पहुंचकर प्रथम मंजिल में नवनिर्मित सात कमरों का लोकार्पण अपनी उपस्थिति में धर्मशाला की सभी दानदाताओं के समक्ष सकल दिगंबर जैन समाज के अध्यक्ष जिनेश जैन से फीता काटकर करवाया। अध्यक्ष जिनेश जैन ने बताया कि मुनिद्वय का आगमन समाज के सभी लोगों के लगातार प्रयास का नतीजा है। इससे पूरी जैन समाज में अत्यंत प्रसन्नता व्याप्त है। कार्यक्रम में [983,910,1251,1339]
byline [224,273,375,292]
lead-text-2: मिली जानकारी के अनुसार एकल ग्राम नल जल योजना के कार्य पूर्ण किए जाने में अनेक समस्याएं भी सामने आ रही है। जैसे वोल्टेज की कमी, समय पर कनेक्शन न होना, कार्य में फिनिसिंग सहित अनेक समस्याएं हैं जिनका निराकरण किया जाकर योजना को मूर्तरूप दिए जाने के प्रयास जारी है। [747,300,939,453]
byline-place: दमोह [1254,1681,1274,1693]
notice-title: सांकेतिक कब्ज़े की सूचना [979,2002,1527,2020]
cell-sno: 1. [985,2134,1002,2164]
divider [224,782,1523,783]
excise-text [1173,215,1523,776]
notice-para: आईसीआईसीआई बैंक के प्राधिकृत अधिकारी द्वारा प्रतिभूतिकरण, वित्तीय आस्तियों का पुनर्निर्माण और प्रतिभूति हित प्रवर्तन अधिनियम, 2002 एवं प्रतिभूति हित (प्रवर्तन) नियमावली, 2002 के नियम 3 सहित पठित धारा 13(12) के अंतर्गत प्रदत्त शक्तियों का प्रयोग करते हुए नीचे उल्लिखित कर्ज़दार(रों) को माँग सूचना निर्गमित की गई थी, उक्त सूचना में कहा गया था कि वे सूचना प्राप्ति की तारीख से 60 दिनों के भीतर सूचना में उल्लिखित राशि का भुगतान करें। [984,2047,1516,2078]
quote-box [951,270,1142,409]
wedding-text: मुख्यमंत्री कन्या विवाह योजनान्तर्गत विकासखंड कुरई में सामूहिक विवाह कार्यक्रम संपन्न हुआ। सामूहिक विवाह में 346 जोड़ों ने परिणय सूत्र में बंधकर दाम्पत्य जीवन में प्रवेश किया। कार्यक्रम में सांसद भारती पारधी, विधायक बरघाट कमल मर्सकोले, जिला पंचायत अध्यक्ष मालती डेहरिया, जिला पंचायत उपाध्यक्ष राकेश सनोडिया, जनपद अध्यक्ष लोचन सिंह मर्सकोले एवं जनपद उपाध्यक्ष हरदीपसिंह भाटिया सहित अन्य स्थानीय जनप्रतिनिधि एवं जिला प्रशासन के अधिकारी-कर्मचारी तथा आमजन मौजूद थे। अतिथियों द्वारा नवविवाहितों पर चांवल एवं पुष्प की वर्षा कर उन्हें आशीर्वाद दिया गया एवं खुशहाल दाम्पत्य जीवन की शुभकामनाएं दी गईं। विवाह पश्चात नवदंपतियों में प्रत्येक को 49-49 हजार रुपए का चेक प्रदान किया। सीईओ जनपद कुरई से प्राप्त जानकारी अनुसार सामूहिक विवाह कार्यक्रम में 109 जोड़ों ने हिन्दू रीति-रिवाज, 233 आदिवासी रिवाजों से तथा 05 जोड़े ने बौद्ध रीति-रिवाज से विवाह किया। आर्थिक रूप से कमजोर परिवारों के सहयोग के लिए संचालित योजना के तहत आयोजित इस समारोह के दौरान वर-वधू और परिजनों में खुशी की लहर रही। परिवारजनों ने बेटी के विवाह पर खुशी व्यक्त करते हुए कहा कि मुख्यमंत्री कन्या विवाह योजना से पूरी का विवाह धूमधाम से संपन्न हो गया है। [468,2072,962,2324]
quote-icon: ❝ [951,445,966,475]
notice-place-line: स्थान : नरसिंहपुर [984,2204,1040,2215]
